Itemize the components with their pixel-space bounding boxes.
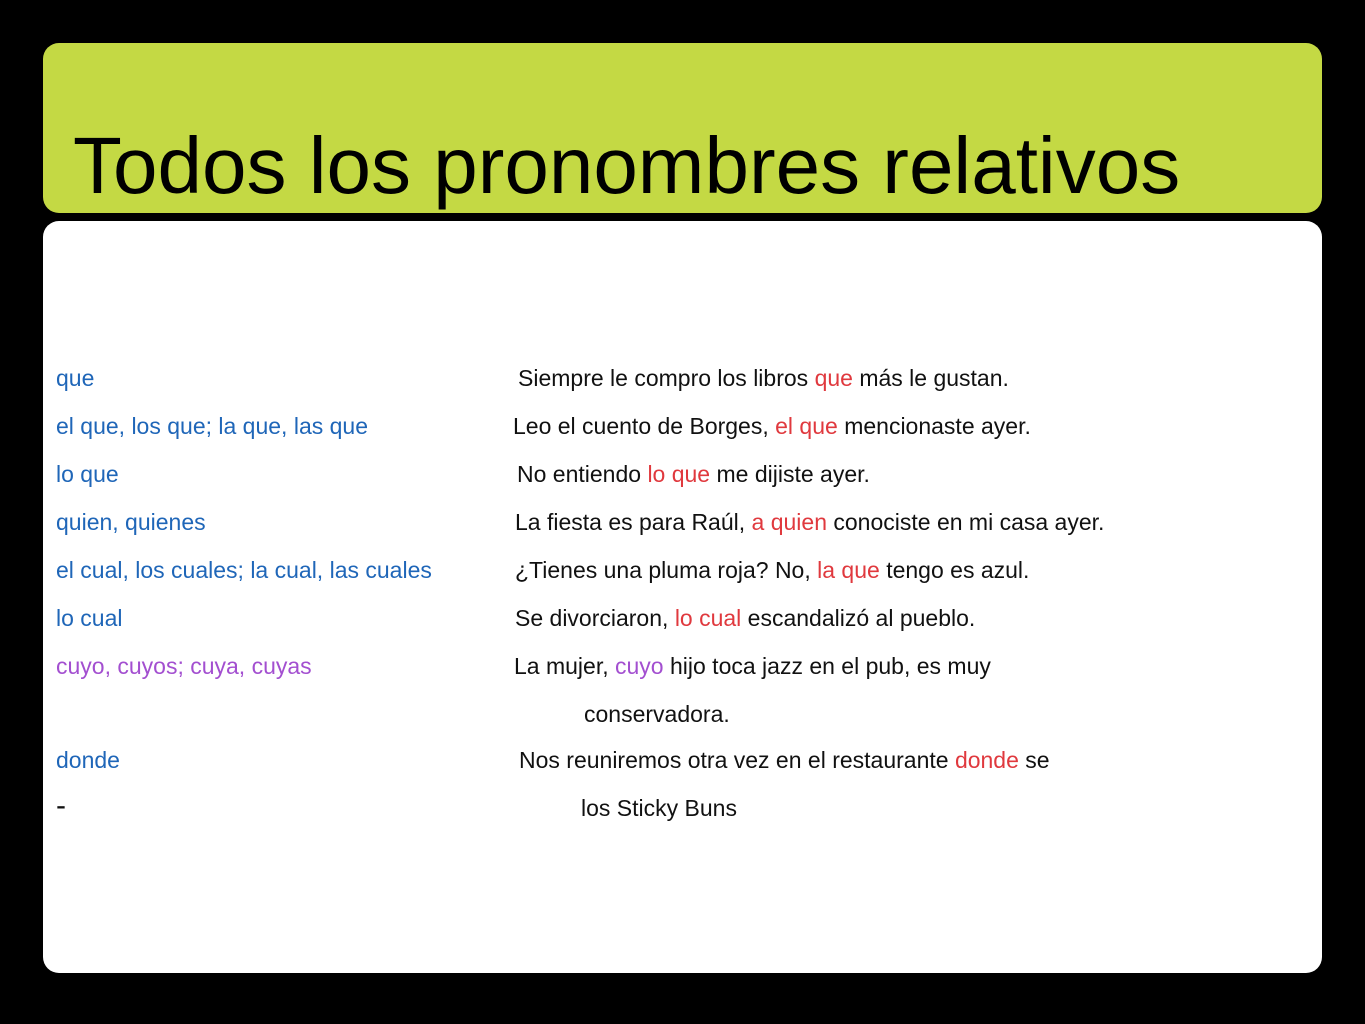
example-text: La mujer, <box>514 653 615 679</box>
example-text: Se divorciaron, <box>515 605 675 631</box>
pronoun-term: donde <box>56 747 120 773</box>
example-highlight: la que <box>817 557 880 583</box>
pronoun-term: que <box>56 365 95 391</box>
example-sentence <box>517 454 870 494</box>
example-text: se <box>1018 747 1050 773</box>
final-row <box>43 788 1322 828</box>
example-text: mencionaste ayer. <box>837 413 1031 439</box>
pronoun-row <box>43 646 1322 686</box>
example-sentence <box>515 550 1029 590</box>
example-highlight: donde <box>954 747 1019 773</box>
example-text: No entiendo <box>517 461 648 487</box>
example-text: conservadora. <box>584 701 730 727</box>
title-panel <box>43 43 1322 213</box>
pronoun-row <box>43 406 1322 446</box>
slide-title: Todos los pronombres relativos <box>73 121 1181 210</box>
example-sentence <box>514 646 991 686</box>
example-highlight: a quien <box>751 509 827 535</box>
example-text: ¿Tienes una pluma roja? No, <box>515 557 818 583</box>
example-text: escandalizó al pueblo. <box>741 605 976 631</box>
example-text: conociste en mi casa ayer. <box>827 509 1105 535</box>
pronoun-term: el que, los que; la que, las que <box>56 413 369 439</box>
example-sentence <box>515 502 1104 542</box>
dash-marker: - <box>56 789 66 822</box>
pronoun-row <box>43 598 1322 638</box>
content-panel <box>43 221 1322 973</box>
pronoun-term: el cual, los cuales; la cual, las cuales <box>56 557 432 583</box>
example-highlight: lo que <box>647 461 711 487</box>
example-highlight: que <box>814 365 853 391</box>
pronoun-term: cuyo, cuyos; cuya, cuyas <box>56 653 312 679</box>
pronoun-row <box>43 550 1322 590</box>
example-text: tengo es azul. <box>879 557 1030 583</box>
example-text: Siempre le compro los libros <box>518 365 815 391</box>
example-highlight: lo cual <box>674 605 742 631</box>
pronoun-row <box>43 454 1322 494</box>
example-text: hijo toca jazz en el pub, es muy <box>663 653 991 679</box>
example-text: La fiesta es para Raúl, <box>515 509 752 535</box>
example-sentence <box>513 406 1031 446</box>
example-highlight: cuyo <box>615 653 664 679</box>
pronoun-row <box>43 740 1322 780</box>
pronoun-row <box>43 694 1322 734</box>
example-text: me dijiste ayer. <box>710 461 870 487</box>
pronoun-row <box>43 358 1322 398</box>
pronoun-term: lo cual <box>56 605 123 631</box>
example-sentence <box>519 740 1050 780</box>
example-sentence <box>515 598 975 638</box>
example-sentence <box>518 358 1009 398</box>
example-text: más le gustan. <box>852 365 1009 391</box>
example-sentence <box>584 694 730 734</box>
example-text: Leo el cuento de Borges, <box>513 413 776 439</box>
pronoun-row <box>43 502 1322 542</box>
pronoun-term: quien, quienes <box>56 509 206 535</box>
example-text: Nos reuniremos otra vez en el restaurante <box>519 747 955 773</box>
example-highlight: el que <box>775 413 838 439</box>
continuation-text: los Sticky Buns <box>581 795 737 821</box>
pronoun-term: lo que <box>56 461 119 487</box>
